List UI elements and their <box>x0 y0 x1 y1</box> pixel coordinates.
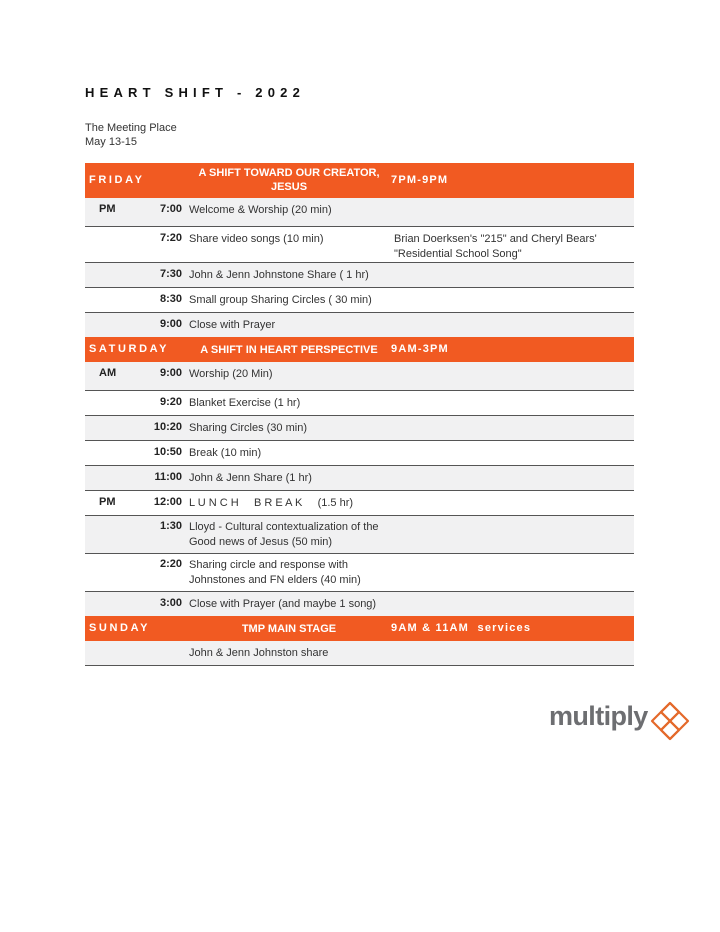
schedule-row <box>85 516 634 554</box>
row-activity: L U N C H B R E A K (1.5 hr) <box>189 497 354 509</box>
day-header-sunday <box>85 616 634 641</box>
day-name: FRIDAY <box>89 174 145 186</box>
row-time: 10:50 <box>153 446 182 458</box>
venue-name: The Meeting Place <box>85 122 177 134</box>
row-time: 7:00 <box>159 203 182 215</box>
row-time: 9:00 <box>159 367 182 379</box>
schedule-row <box>85 491 634 516</box>
event-dates: May 13-15 <box>85 136 137 148</box>
row-activity: Welcome & Worship (20 min) <box>189 204 332 216</box>
row-activity: Blanket Exercise (1 hr) <box>189 397 301 409</box>
row-note: Brian Doerksen's "215" and Cheryl Bears' "Residential School Song" <box>394 233 597 260</box>
row-activity: Break (10 min) <box>189 447 262 459</box>
row-time: 8:30 <box>159 293 182 305</box>
day-theme: A SHIFT TOWARD OUR CREATOR, JESUS <box>198 167 380 193</box>
row-time: 7:20 <box>159 232 182 244</box>
row-time: 10:20 <box>153 421 182 433</box>
day-time: 9AM-3PM <box>391 343 449 355</box>
row-time: 2:20 <box>159 558 182 570</box>
row-activity: John & Jenn Johnston share <box>189 647 329 659</box>
row-activity: Close with Prayer <box>189 319 276 331</box>
row-activity: John & Jenn Johnstone Share ( 1 hr) <box>189 269 369 281</box>
schedule-row <box>85 554 634 592</box>
row-activity: Lloyd - Cultural contextualization of the Good news of Jesus (50 min) <box>189 521 379 548</box>
row-time: 9:00 <box>159 318 182 330</box>
ampm-label: AM <box>99 367 117 379</box>
row-activity: John & Jenn Share (1 hr) <box>189 472 312 484</box>
event-info <box>85 121 177 149</box>
row-time: 9:20 <box>159 396 182 408</box>
day-header-friday <box>85 163 634 198</box>
logo-wordmark: multiply <box>549 701 648 731</box>
day-time: 9AM & 11AM services <box>391 622 532 634</box>
row-time: 11:00 <box>154 471 182 483</box>
multiply-knot-icon <box>649 700 691 742</box>
schedule-row <box>85 313 634 337</box>
schedule-row <box>85 263 634 288</box>
schedule-row <box>85 198 634 227</box>
day-name: SUNDAY <box>89 622 151 634</box>
schedule-row <box>85 592 634 616</box>
row-activity: Sharing circle and response with Johnstones and FN elders (40 min) <box>189 559 361 586</box>
row-activity: Share video songs (10 min) <box>189 233 324 245</box>
schedule-row <box>85 641 634 666</box>
schedule-row <box>85 288 634 313</box>
row-time: 12:00 <box>153 496 182 508</box>
row-activity: Worship (20 Min) <box>189 368 273 380</box>
row-time: 1:30 <box>159 520 182 532</box>
schedule-row <box>85 416 634 441</box>
row-activity: Small group Sharing Circles ( 30 min) <box>189 294 372 306</box>
day-name: SATURDAY <box>89 343 170 355</box>
day-time: 7PM-9PM <box>391 174 449 186</box>
day-theme: TMP MAIN STAGE <box>241 623 337 635</box>
row-activity: Close with Prayer (and maybe 1 song) <box>189 598 377 610</box>
day-theme: A SHIFT IN HEART PERSPECTIVE <box>200 344 378 356</box>
ampm-label: PM <box>99 496 116 508</box>
day-header-saturday <box>85 337 634 362</box>
row-time: 3:00 <box>159 597 182 609</box>
multiply-logo <box>549 700 694 742</box>
schedule-row <box>85 466 634 491</box>
schedule-table <box>85 163 634 666</box>
ampm-label: PM <box>99 203 116 215</box>
row-time: 7:30 <box>159 268 182 280</box>
schedule-row <box>85 391 634 416</box>
page-title: HEART SHIFT - 2022 <box>85 85 306 100</box>
row-activity: Sharing Circles (30 min) <box>189 422 307 434</box>
schedule-row <box>85 362 634 391</box>
schedule-row <box>85 441 634 466</box>
schedule-row <box>85 227 634 263</box>
